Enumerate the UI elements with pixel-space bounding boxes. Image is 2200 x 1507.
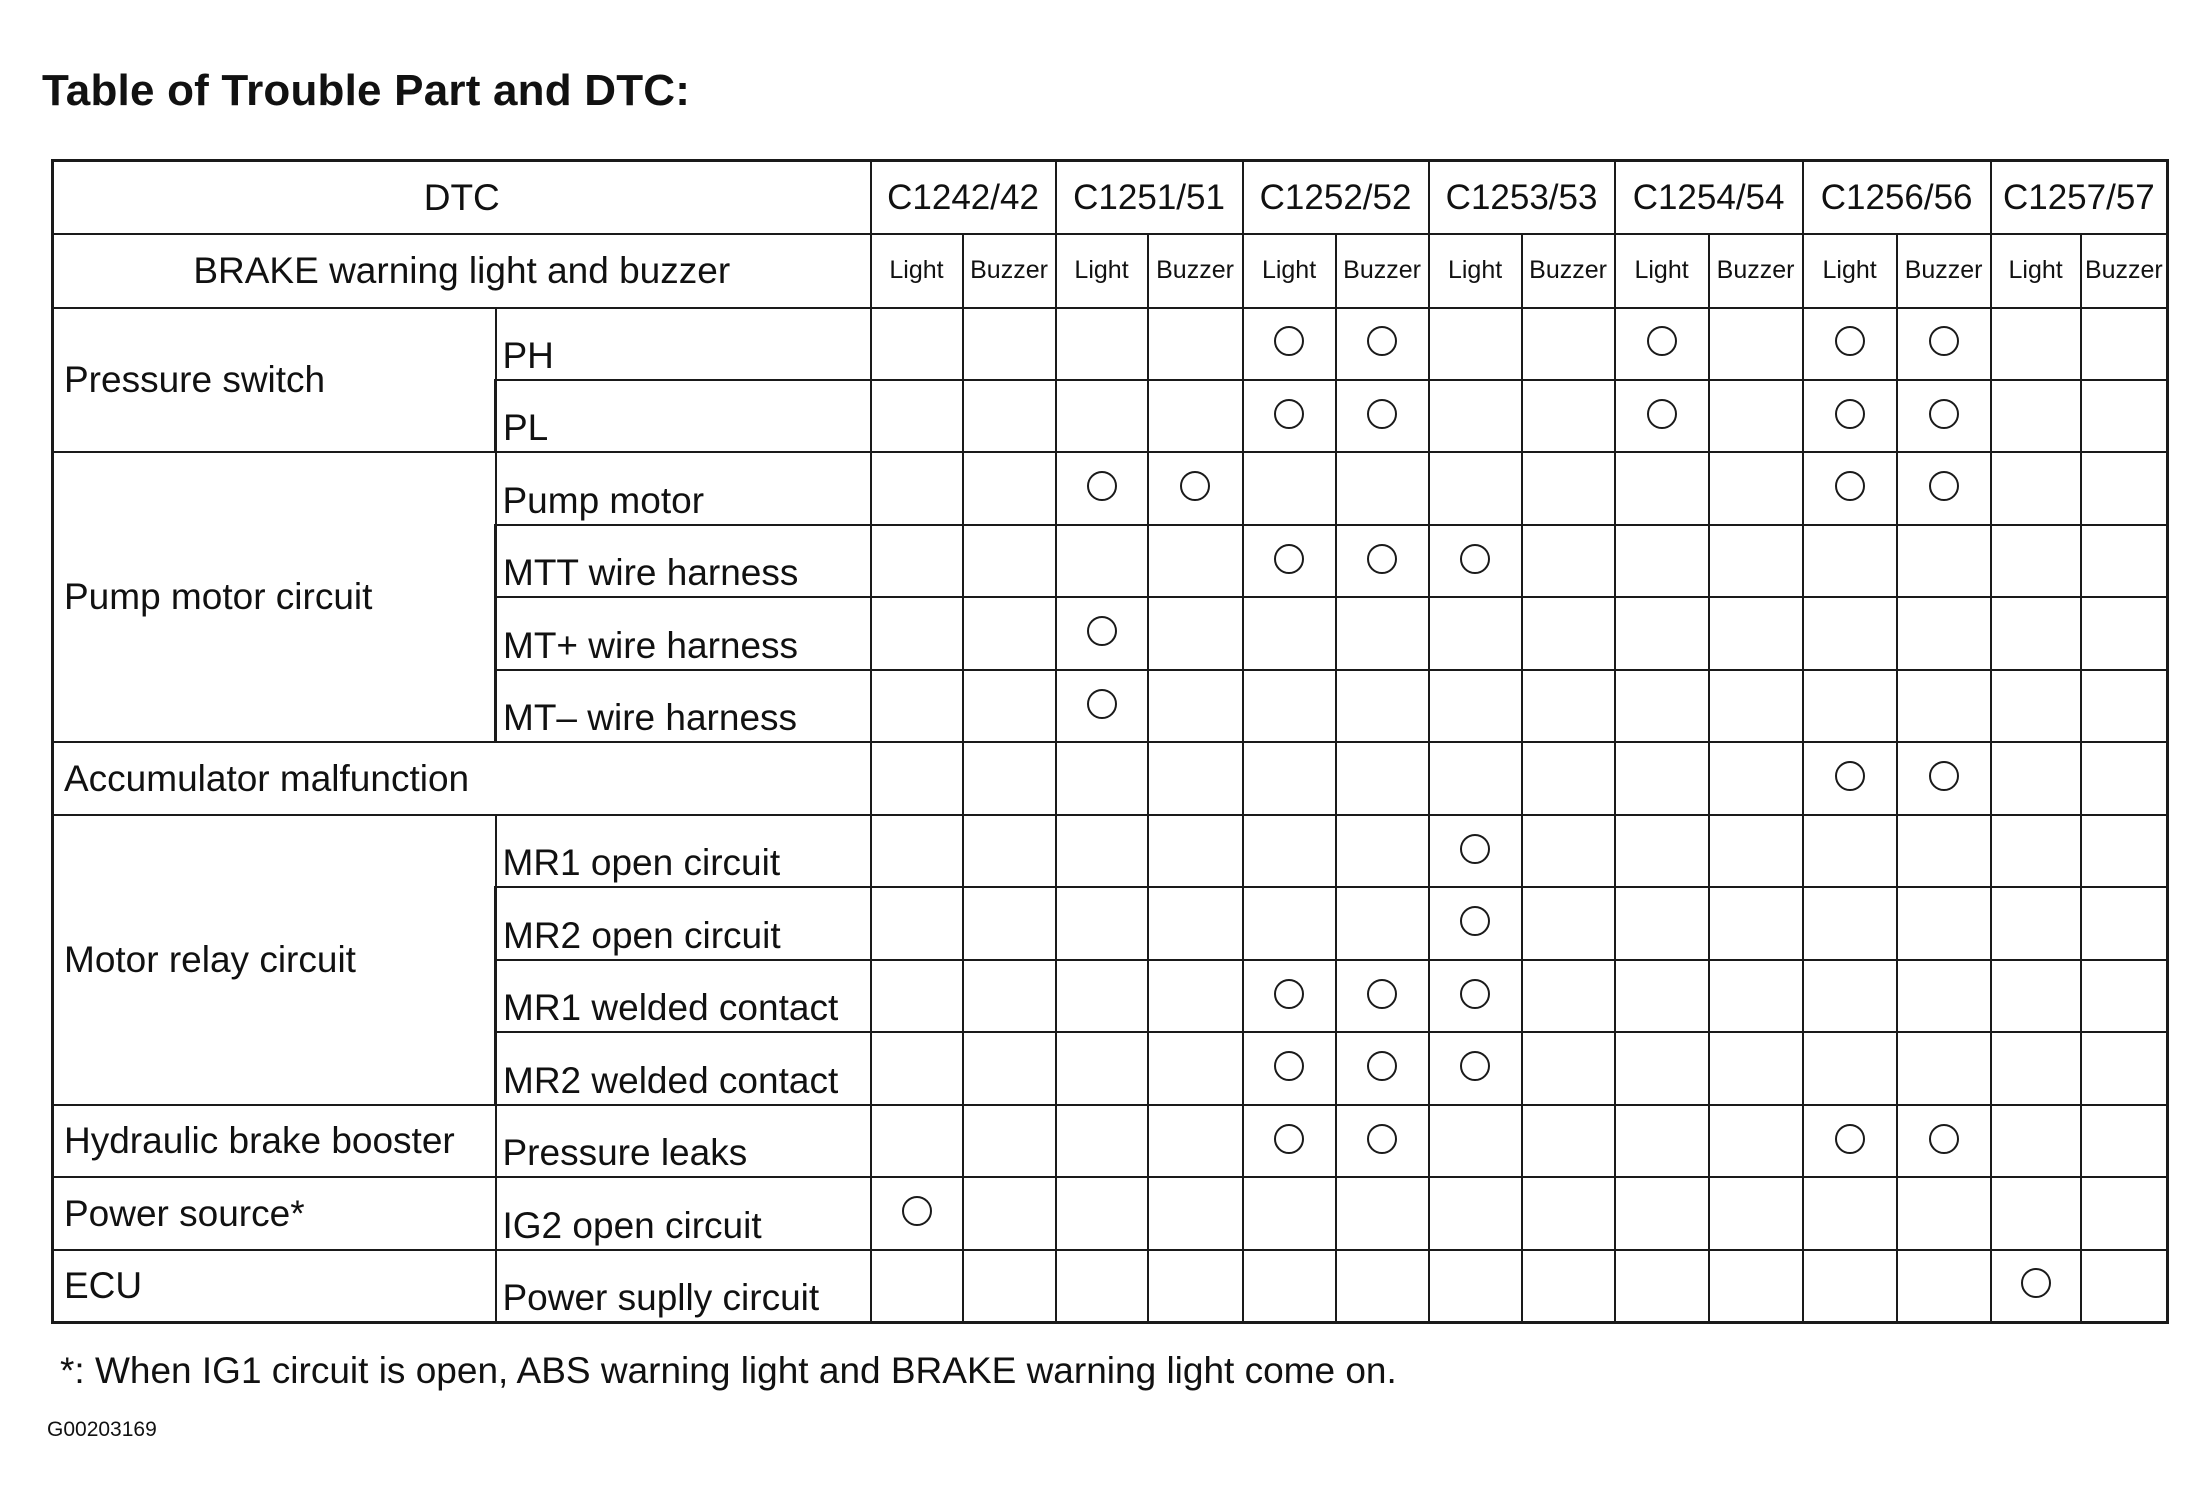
indicator-cell <box>1056 1250 1148 1323</box>
indicator-cell <box>1897 380 1991 452</box>
indicator-cell <box>1991 815 2081 887</box>
circle-mark-icon <box>1274 979 1304 1009</box>
indicator-cell <box>871 597 963 669</box>
indicator-cell <box>963 1105 1056 1177</box>
indicator-cell <box>963 452 1056 524</box>
indicator-cell <box>1897 452 1991 524</box>
indicator-cell <box>1243 1105 1336 1177</box>
indicator-cell <box>1897 597 1991 669</box>
buzzer-header: Buzzer <box>1897 234 1991 308</box>
figure-id: G00203169 <box>47 1418 157 1441</box>
indicator-cell <box>1615 452 1709 524</box>
light-header: Light <box>871 234 963 308</box>
dtc-code-header: C1242/42 <box>871 161 1056 235</box>
indicator-cell <box>1991 525 2081 597</box>
indicator-cell <box>1897 1105 1991 1177</box>
warning-header-label: BRAKE warning light and buzzer <box>53 234 871 308</box>
indicator-cell <box>1803 670 1897 742</box>
indicator-cell <box>963 742 1056 814</box>
indicator-cell <box>1615 1105 1709 1177</box>
indicator-cell <box>1429 380 1522 452</box>
indicator-cell <box>1709 308 1803 380</box>
footnote: *: When IG1 circuit is open, ABS warning light and BRAKE warning light come on. <box>60 1350 1397 1391</box>
circle-mark-icon <box>1460 979 1490 1009</box>
trouble-detail-label: Pump motor <box>496 452 871 524</box>
indicator-cell <box>1522 1177 1615 1249</box>
warning-header-row <box>53 234 2168 308</box>
indicator-cell <box>2081 308 2168 380</box>
indicator-cell <box>1429 1177 1522 1249</box>
indicator-cell <box>1991 452 2081 524</box>
page-title: Table of Trouble Part and DTC: <box>42 66 691 115</box>
circle-mark-icon <box>2021 1268 2051 1298</box>
indicator-cell <box>963 380 1056 452</box>
indicator-cell <box>1615 597 1709 669</box>
indicator-cell <box>1709 1177 1803 1249</box>
indicator-cell <box>1522 742 1615 814</box>
indicator-cell <box>1991 1032 2081 1104</box>
indicator-cell <box>1243 960 1336 1032</box>
indicator-cell <box>1991 380 2081 452</box>
indicator-cell <box>1148 1177 1243 1249</box>
trouble-part-dtc-table <box>51 159 2169 1324</box>
indicator-cell <box>1056 452 1148 524</box>
indicator-cell <box>963 308 1056 380</box>
trouble-part-label: Accumulator malfunction <box>53 742 871 814</box>
indicator-cell <box>1148 1250 1243 1323</box>
indicator-cell <box>1803 452 1897 524</box>
circle-mark-icon <box>1460 906 1490 936</box>
indicator-cell <box>871 815 963 887</box>
circle-mark-icon <box>1367 1124 1397 1154</box>
indicator-cell <box>963 670 1056 742</box>
circle-mark-icon <box>1460 544 1490 574</box>
indicator-cell <box>1991 670 2081 742</box>
circle-mark-icon <box>1367 399 1397 429</box>
indicator-cell <box>871 308 963 380</box>
trouble-part-label: Pressure switch <box>53 308 496 453</box>
indicator-cell <box>1991 1250 2081 1323</box>
indicator-cell <box>1709 960 1803 1032</box>
indicator-cell <box>1243 1032 1336 1104</box>
indicator-cell <box>1056 742 1148 814</box>
indicator-cell <box>1615 308 1709 380</box>
indicator-cell <box>871 1105 963 1177</box>
indicator-cell <box>1429 670 1522 742</box>
indicator-cell <box>1991 960 2081 1032</box>
indicator-cell <box>2081 670 2168 742</box>
indicator-cell <box>1243 815 1336 887</box>
indicator-cell <box>1709 1105 1803 1177</box>
indicator-cell <box>1336 1105 1429 1177</box>
dtc-code-header: C1254/54 <box>1615 161 1803 235</box>
indicator-cell <box>1803 597 1897 669</box>
trouble-detail-label: MR1 open circuit <box>496 815 871 887</box>
indicator-cell <box>1336 670 1429 742</box>
indicator-cell <box>1243 452 1336 524</box>
indicator-cell <box>1148 815 1243 887</box>
indicator-cell <box>1522 815 1615 887</box>
indicator-cell <box>1803 1032 1897 1104</box>
circle-mark-icon <box>1835 471 1865 501</box>
trouble-part-label: Motor relay circuit <box>53 815 496 1105</box>
trouble-part-label: Hydraulic brake booster <box>53 1105 496 1177</box>
trouble-detail-label: MTT wire harness <box>496 525 871 597</box>
indicator-cell <box>2081 597 2168 669</box>
circle-mark-icon <box>1929 761 1959 791</box>
indicator-cell <box>1615 1250 1709 1323</box>
light-header: Light <box>1056 234 1148 308</box>
indicator-cell <box>1056 597 1148 669</box>
indicator-cell <box>1429 597 1522 669</box>
circle-mark-icon <box>1460 834 1490 864</box>
table-row <box>53 742 2168 814</box>
indicator-cell <box>1991 1177 2081 1249</box>
indicator-cell <box>1897 1032 1991 1104</box>
indicator-cell <box>1709 452 1803 524</box>
indicator-cell <box>871 960 963 1032</box>
indicator-cell <box>1336 452 1429 524</box>
indicator-cell <box>2081 1250 2168 1323</box>
indicator-cell <box>1615 525 1709 597</box>
circle-mark-icon <box>1647 399 1677 429</box>
indicator-cell <box>1709 887 1803 959</box>
indicator-cell <box>1336 1177 1429 1249</box>
indicator-cell <box>1709 1032 1803 1104</box>
indicator-cell <box>871 1032 963 1104</box>
trouble-detail-label: MT– wire harness <box>496 670 871 742</box>
indicator-cell <box>1615 815 1709 887</box>
indicator-cell <box>1056 1105 1148 1177</box>
trouble-detail-label: MR2 welded contact <box>496 1032 871 1104</box>
indicator-cell <box>963 887 1056 959</box>
indicator-cell <box>1056 1032 1148 1104</box>
indicator-cell <box>871 1250 963 1323</box>
indicator-cell <box>1615 380 1709 452</box>
dtc-code-header: C1251/51 <box>1056 161 1243 235</box>
indicator-cell <box>2081 742 2168 814</box>
light-header: Light <box>1991 234 2081 308</box>
indicator-cell <box>1056 525 1148 597</box>
indicator-cell <box>1522 960 1615 1032</box>
circle-mark-icon <box>1274 399 1304 429</box>
indicator-cell <box>1709 525 1803 597</box>
circle-mark-icon <box>1274 326 1304 356</box>
dtc-code-header: C1253/53 <box>1429 161 1615 235</box>
dtc-code-header: C1256/56 <box>1803 161 1991 235</box>
indicator-cell <box>1429 1250 1522 1323</box>
indicator-cell <box>1897 960 1991 1032</box>
indicator-cell <box>1148 380 1243 452</box>
indicator-cell <box>1336 887 1429 959</box>
indicator-cell <box>1615 1032 1709 1104</box>
circle-mark-icon <box>1929 471 1959 501</box>
indicator-cell <box>1803 815 1897 887</box>
circle-mark-icon <box>902 1196 932 1226</box>
circle-mark-icon <box>1087 689 1117 719</box>
indicator-cell <box>1709 597 1803 669</box>
circle-mark-icon <box>1929 399 1959 429</box>
circle-mark-icon <box>1367 544 1397 574</box>
table-row <box>53 452 2168 524</box>
table-row <box>53 308 2168 380</box>
indicator-cell <box>871 380 963 452</box>
indicator-cell <box>1897 308 1991 380</box>
indicator-cell <box>1429 525 1522 597</box>
indicator-cell <box>2081 1032 2168 1104</box>
trouble-detail-label: MR1 welded contact <box>496 960 871 1032</box>
indicator-cell <box>1148 960 1243 1032</box>
buzzer-header: Buzzer <box>963 234 1056 308</box>
indicator-cell <box>1522 525 1615 597</box>
indicator-cell <box>1148 1105 1243 1177</box>
indicator-cell <box>963 1032 1056 1104</box>
buzzer-header: Buzzer <box>1148 234 1243 308</box>
indicator-cell <box>963 960 1056 1032</box>
table-row <box>53 1250 2168 1323</box>
trouble-part-label: Power source* <box>53 1177 496 1249</box>
dtc-header-label: DTC <box>53 161 871 235</box>
indicator-cell <box>1522 1105 1615 1177</box>
indicator-cell <box>2081 452 2168 524</box>
indicator-cell <box>1615 960 1709 1032</box>
indicator-cell <box>1056 670 1148 742</box>
circle-mark-icon <box>1087 616 1117 646</box>
indicator-cell <box>2081 815 2168 887</box>
indicator-cell <box>1522 597 1615 669</box>
light-header: Light <box>1429 234 1522 308</box>
indicator-cell <box>1056 380 1148 452</box>
indicator-cell <box>1056 308 1148 380</box>
indicator-cell <box>963 815 1056 887</box>
indicator-cell <box>1336 742 1429 814</box>
buzzer-header: Buzzer <box>1336 234 1429 308</box>
indicator-cell <box>1897 525 1991 597</box>
indicator-cell <box>1709 380 1803 452</box>
indicator-cell <box>1336 308 1429 380</box>
indicator-cell <box>1803 887 1897 959</box>
dtc-code-header: C1252/52 <box>1243 161 1429 235</box>
trouble-part-label: Pump motor circuit <box>53 452 496 742</box>
indicator-cell <box>1897 1250 1991 1323</box>
indicator-cell <box>871 1177 963 1249</box>
circle-mark-icon <box>1274 1124 1304 1154</box>
indicator-cell <box>1056 887 1148 959</box>
circle-mark-icon <box>1835 326 1865 356</box>
indicator-cell <box>871 670 963 742</box>
circle-mark-icon <box>1274 544 1304 574</box>
table-row <box>53 1105 2168 1177</box>
circle-mark-icon <box>1367 979 1397 1009</box>
indicator-cell <box>1429 742 1522 814</box>
indicator-cell <box>1709 815 1803 887</box>
indicator-cell <box>1897 1177 1991 1249</box>
trouble-detail-label: MR2 open circuit <box>496 887 871 959</box>
indicator-cell <box>1803 1105 1897 1177</box>
indicator-cell <box>1991 742 2081 814</box>
circle-mark-icon <box>1087 471 1117 501</box>
indicator-cell <box>2081 1177 2168 1249</box>
indicator-cell <box>1148 742 1243 814</box>
indicator-cell <box>1243 1177 1336 1249</box>
indicator-cell <box>2081 1105 2168 1177</box>
indicator-cell <box>1056 1177 1148 1249</box>
indicator-cell <box>1522 1032 1615 1104</box>
indicator-cell <box>1897 887 1991 959</box>
indicator-cell <box>1522 452 1615 524</box>
indicator-cell <box>1522 380 1615 452</box>
indicator-cell <box>1615 1177 1709 1249</box>
indicator-cell <box>1615 670 1709 742</box>
light-header: Light <box>1243 234 1336 308</box>
indicator-cell <box>871 525 963 597</box>
buzzer-header: Buzzer <box>1522 234 1615 308</box>
buzzer-header: Buzzer <box>1709 234 1803 308</box>
indicator-cell <box>2081 960 2168 1032</box>
indicator-cell <box>1709 1250 1803 1323</box>
indicator-cell <box>1897 670 1991 742</box>
indicator-cell <box>1148 525 1243 597</box>
circle-mark-icon <box>1647 326 1677 356</box>
indicator-cell <box>1336 597 1429 669</box>
indicator-cell <box>1991 887 2081 959</box>
indicator-cell <box>2081 887 2168 959</box>
indicator-cell <box>1429 1105 1522 1177</box>
trouble-detail-label: Pressure leaks <box>496 1105 871 1177</box>
light-header: Light <box>1615 234 1709 308</box>
indicator-cell <box>1056 960 1148 1032</box>
indicator-cell <box>1148 670 1243 742</box>
indicator-cell <box>2081 525 2168 597</box>
indicator-cell <box>1709 742 1803 814</box>
indicator-cell <box>1429 308 1522 380</box>
indicator-cell <box>1803 1250 1897 1323</box>
indicator-cell <box>1803 960 1897 1032</box>
indicator-cell <box>1803 380 1897 452</box>
indicator-cell <box>871 742 963 814</box>
indicator-cell <box>1243 1250 1336 1323</box>
indicator-cell <box>1148 1032 1243 1104</box>
indicator-cell <box>1243 308 1336 380</box>
trouble-detail-label: Power suplly circuit <box>496 1250 871 1323</box>
indicator-cell <box>1897 742 1991 814</box>
indicator-cell <box>1522 887 1615 959</box>
indicator-cell <box>1336 525 1429 597</box>
indicator-cell <box>963 525 1056 597</box>
indicator-cell <box>1243 887 1336 959</box>
indicator-cell <box>1991 1105 2081 1177</box>
indicator-cell <box>963 597 1056 669</box>
indicator-cell <box>1243 670 1336 742</box>
indicator-cell <box>1336 1250 1429 1323</box>
indicator-cell <box>1615 887 1709 959</box>
indicator-cell <box>1615 742 1709 814</box>
indicator-cell <box>1991 308 2081 380</box>
trouble-detail-label: PL <box>496 380 871 452</box>
indicator-cell <box>1429 815 1522 887</box>
indicator-cell <box>1522 1250 1615 1323</box>
indicator-cell <box>1429 960 1522 1032</box>
indicator-cell <box>963 1177 1056 1249</box>
indicator-cell <box>1243 525 1336 597</box>
trouble-detail-label: PH <box>496 308 871 380</box>
indicator-cell <box>1056 815 1148 887</box>
indicator-cell <box>1803 742 1897 814</box>
indicator-cell <box>1336 960 1429 1032</box>
table-row <box>53 815 2168 887</box>
circle-mark-icon <box>1929 1124 1959 1154</box>
trouble-part-label: ECU <box>53 1250 496 1323</box>
indicator-cell <box>1991 597 2081 669</box>
light-header: Light <box>1803 234 1897 308</box>
indicator-cell <box>1148 452 1243 524</box>
circle-mark-icon <box>1835 399 1865 429</box>
indicator-cell <box>1803 1177 1897 1249</box>
circle-mark-icon <box>1835 1124 1865 1154</box>
indicator-cell <box>1522 670 1615 742</box>
indicator-cell <box>1522 308 1615 380</box>
indicator-cell <box>1429 1032 1522 1104</box>
indicator-cell <box>1336 1032 1429 1104</box>
circle-mark-icon <box>1929 326 1959 356</box>
indicator-cell <box>963 1250 1056 1323</box>
circle-mark-icon <box>1367 1051 1397 1081</box>
indicator-cell <box>2081 380 2168 452</box>
circle-mark-icon <box>1460 1051 1490 1081</box>
indicator-cell <box>1148 597 1243 669</box>
indicator-cell <box>1897 815 1991 887</box>
indicator-cell <box>1243 597 1336 669</box>
table-row <box>53 1177 2168 1249</box>
indicator-cell <box>871 887 963 959</box>
indicator-cell <box>1803 525 1897 597</box>
trouble-detail-label: IG2 open circuit <box>496 1177 871 1249</box>
indicator-cell <box>1803 308 1897 380</box>
indicator-cell <box>1148 308 1243 380</box>
indicator-cell <box>1243 380 1336 452</box>
indicator-cell <box>1429 887 1522 959</box>
dtc-code-header: C1257/57 <box>1991 161 2168 235</box>
indicator-cell <box>1336 380 1429 452</box>
indicator-cell <box>1336 815 1429 887</box>
circle-mark-icon <box>1274 1051 1304 1081</box>
indicator-cell <box>1429 452 1522 524</box>
trouble-detail-label: MT+ wire harness <box>496 597 871 669</box>
circle-mark-icon <box>1835 761 1865 791</box>
circle-mark-icon <box>1180 471 1210 501</box>
dtc-header-row <box>53 161 2168 235</box>
indicator-cell <box>1709 670 1803 742</box>
buzzer-header: Buzzer <box>2081 234 2168 308</box>
indicator-cell <box>1148 887 1243 959</box>
indicator-cell <box>871 452 963 524</box>
indicator-cell <box>1243 742 1336 814</box>
circle-mark-icon <box>1367 326 1397 356</box>
